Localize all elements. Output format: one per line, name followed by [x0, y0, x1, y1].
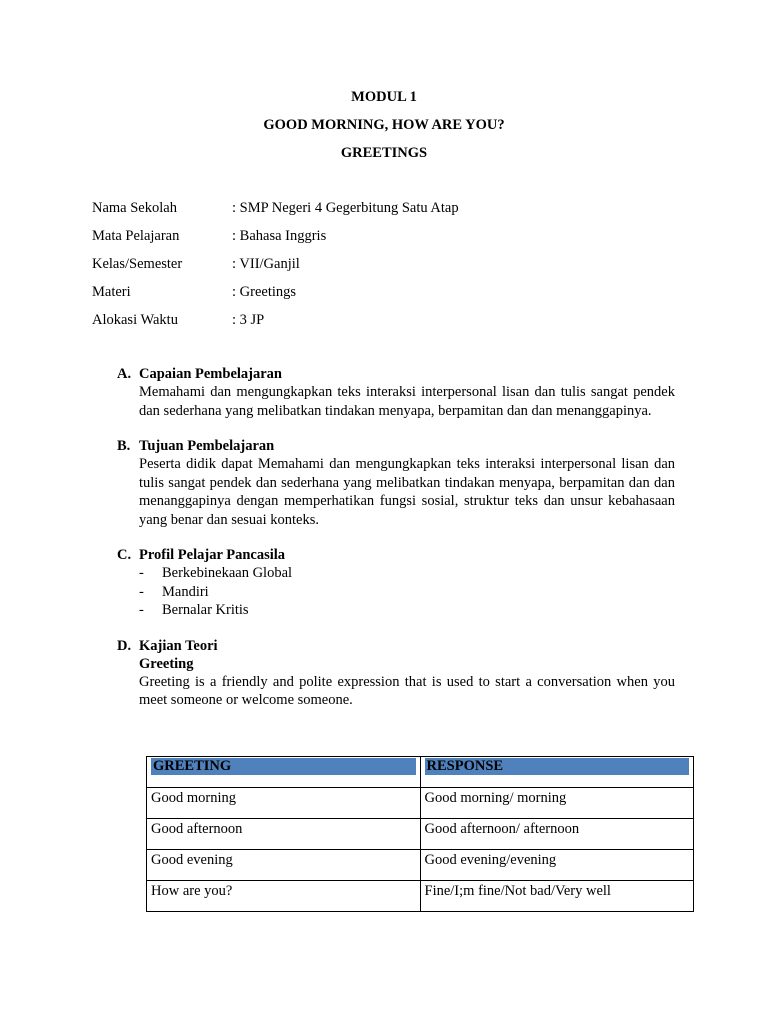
info-label: Kelas/Semester — [92, 256, 183, 272]
section-body: Memahami dan mengungkapkan teks interaksi interpersonal lisan dan tulis sangat pendek dan sederhana yang melibatkan tindakan menyapa, berpamitan dan dan menanggapinya. — [139, 384, 675, 419]
info-label: Mata Pelajaran — [92, 228, 180, 244]
title-block — [0, 86, 768, 170]
section-c — [117, 546, 675, 620]
bullet-dash: - — [139, 602, 144, 618]
list-item — [139, 601, 675, 620]
section-heading — [117, 637, 675, 655]
identity-block — [92, 197, 459, 337]
info-row-time — [92, 309, 459, 337]
module-title: MODUL 1 — [351, 89, 417, 105]
sections — [117, 365, 675, 727]
table-row — [147, 881, 694, 912]
info-row-material — [92, 281, 459, 309]
section-title: Capaian Pembelajaran — [139, 366, 282, 382]
list-item-text: Mandiri — [162, 583, 209, 600]
table-cell: Good evening/evening — [420, 850, 694, 881]
info-value: : Greetings — [232, 284, 297, 300]
info-row-class — [92, 253, 459, 281]
table-cell: Good morning — [147, 788, 421, 819]
table-cell: Fine/I;m fine/Not bad/Very well — [420, 881, 694, 912]
table-cell: Good afternoon/ afternoon — [420, 819, 694, 850]
section-heading — [117, 365, 675, 383]
header-response: RESPONSE — [425, 758, 690, 775]
section-letter: B. — [117, 438, 131, 454]
info-value: : VII/Ganjil — [232, 256, 300, 272]
table-cell: Good afternoon — [147, 819, 421, 850]
table-header-cell — [420, 757, 694, 788]
bullet-dash: - — [139, 583, 144, 600]
section-letter: C. — [117, 547, 132, 563]
module-topic: GREETINGS — [340, 145, 428, 161]
info-label: Materi — [92, 284, 131, 300]
section-title: Tujuan Pembelajaran — [139, 438, 275, 454]
section-heading — [117, 546, 675, 564]
info-label: Nama Sekolah — [92, 200, 177, 216]
list-item-text: Berkebinekaan Global — [162, 565, 293, 581]
info-value: : SMP Negeri 4 Gegerbitung Satu Atap — [232, 200, 459, 216]
table-row — [147, 788, 694, 819]
header-greeting: GREETING — [151, 758, 416, 775]
table-row — [147, 819, 694, 850]
info-value: : 3 JP — [232, 312, 265, 328]
section-heading — [117, 437, 675, 455]
section-title: Profil Pelajar Pancasila — [139, 547, 286, 563]
list-item — [139, 583, 675, 602]
bullet-dash: - — [139, 565, 144, 581]
section-letter: A. — [117, 366, 132, 382]
section-b — [117, 437, 675, 529]
greeting-table — [146, 756, 694, 912]
table-row — [147, 850, 694, 881]
table-cell: Good morning/ morning — [420, 788, 694, 819]
table-header-cell — [147, 757, 421, 788]
section-letter: D. — [117, 637, 132, 654]
list-item-text: Bernalar Kritis — [162, 602, 249, 618]
info-label: Alokasi Waktu — [92, 312, 178, 328]
section-subtitle: Greeting — [139, 655, 194, 672]
section-body: Peserta didik dapat Memahami dan mengungkapkan teks interaksi interpersonal lisan dan tulis sangat pendek dan sederhana yang melibatkan tindakan menyapa, berpamitan dan dan menanggapinya dengan memperhatikan fungsi sosial, struktur teks dan unsur kebahasaan yang benar dan sesuai konteks. — [139, 456, 675, 528]
section-body: Greeting is a friendly and polite expression that is used to start a conversation when you meet someone or welcome someone. — [139, 673, 675, 708]
section-a — [117, 365, 675, 420]
list-item — [139, 564, 675, 583]
table-header-row — [147, 757, 694, 788]
section-d — [117, 637, 675, 710]
module-subtitle: GOOD MORNING, HOW ARE YOU? — [263, 117, 505, 133]
table-cell: How are you? — [147, 881, 421, 912]
info-value: : Bahasa Inggris — [232, 228, 327, 244]
table-cell: Good evening — [147, 850, 421, 881]
section-title: Kajian Teori — [139, 637, 218, 654]
info-row-school — [92, 197, 459, 225]
info-row-subject — [92, 225, 459, 253]
